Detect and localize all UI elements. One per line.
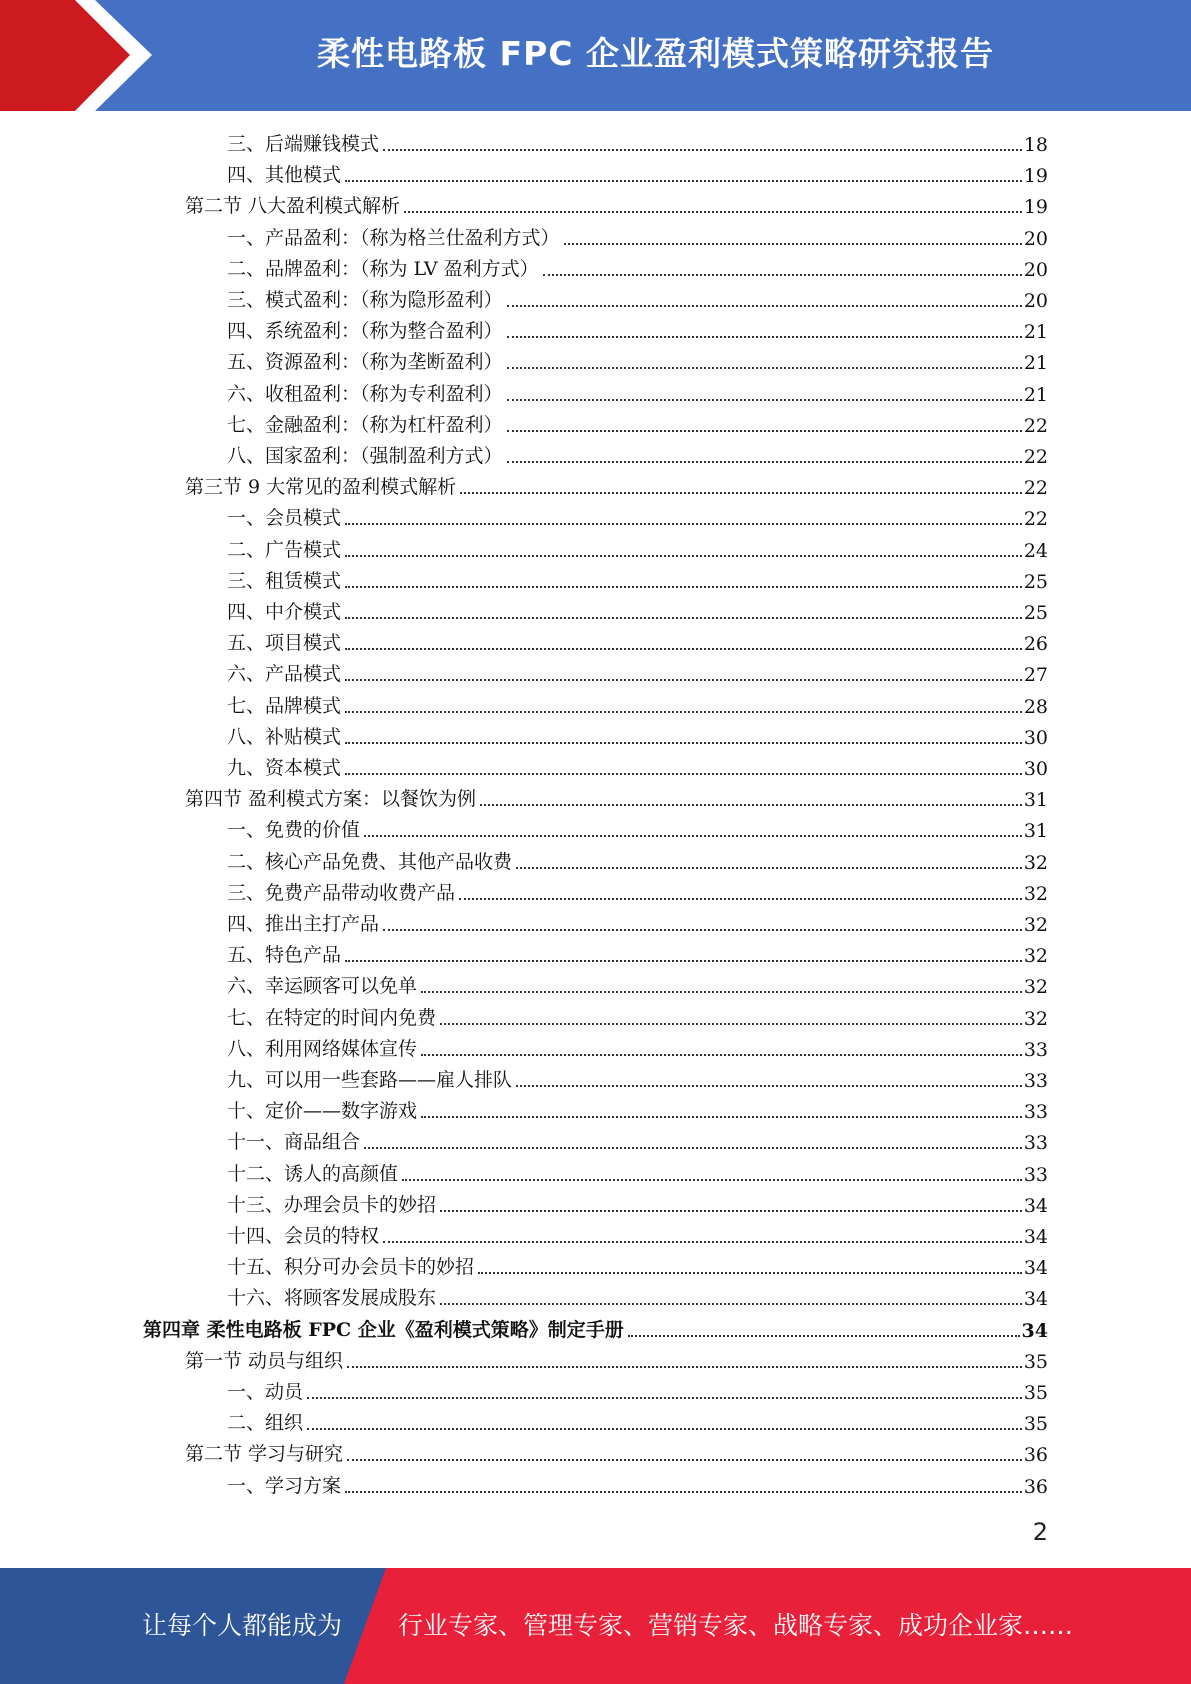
toc-entry-page: 34 bbox=[1023, 1257, 1048, 1280]
toc-entry[interactable] bbox=[227, 626, 1048, 657]
toc-dot-leader bbox=[421, 1054, 1022, 1056]
toc-entry-page: 32 bbox=[1023, 1007, 1048, 1030]
toc-entry-label: 六、收租盈利：（称为专利盈利） bbox=[227, 382, 503, 405]
toc-entry-page: 32 bbox=[1023, 882, 1048, 905]
toc-entry-page: 20 bbox=[1023, 290, 1048, 312]
toc-entry[interactable] bbox=[227, 689, 1048, 720]
toc-dot-leader bbox=[345, 180, 1022, 182]
toc-entry-page: 33 bbox=[1023, 1070, 1048, 1092]
toc-dot-leader bbox=[564, 243, 1022, 245]
page-footer bbox=[0, 1568, 1191, 1684]
toc-entry-label: 一、产品盈利：（称为格兰仕盈利方式） bbox=[227, 226, 560, 249]
toc-dot-leader bbox=[516, 867, 1022, 869]
toc-entry-label: 一、会员模式 bbox=[227, 507, 342, 530]
toc-entry-label: 十六、将顾客发展成股东 bbox=[227, 1287, 437, 1310]
toc-entry[interactable] bbox=[227, 533, 1048, 564]
toc-dot-leader bbox=[507, 336, 1022, 338]
toc-entry-page: 31 bbox=[1023, 789, 1048, 812]
toc-entry-label: 十五、积分可办会员卡的妙招 bbox=[227, 1256, 475, 1279]
toc-dot-leader bbox=[307, 1428, 1022, 1430]
toc-dot-leader bbox=[507, 367, 1022, 369]
toc-entry[interactable] bbox=[227, 1063, 1048, 1094]
toc-dot-leader bbox=[345, 711, 1022, 713]
toc-dot-leader bbox=[345, 555, 1022, 557]
toc-dot-leader bbox=[402, 1179, 1022, 1181]
toc-entry-label: 十四、会员的特权 bbox=[227, 1225, 380, 1247]
toc-entry-page: 18 bbox=[1023, 134, 1048, 156]
toc-entry-page: 19 bbox=[1023, 196, 1048, 219]
toc-entry-page: 22 bbox=[1023, 446, 1048, 468]
toc-dot-leader bbox=[507, 461, 1022, 463]
toc-entry[interactable] bbox=[227, 907, 1048, 938]
toc-entry-page: 32 bbox=[1023, 851, 1048, 874]
toc-entry[interactable] bbox=[227, 1188, 1048, 1219]
toc-entry[interactable] bbox=[185, 189, 1048, 220]
toc-entry[interactable] bbox=[227, 501, 1048, 532]
toc-entry[interactable] bbox=[227, 1157, 1048, 1188]
toc-dot-leader bbox=[460, 492, 1022, 494]
toc-entry-label: 八、补贴模式 bbox=[227, 725, 342, 748]
toc-entry[interactable] bbox=[227, 377, 1048, 408]
toc-dot-leader bbox=[364, 835, 1022, 837]
toc-entry[interactable] bbox=[227, 1281, 1048, 1312]
toc-entry-label: 第四章 柔性电路板 FPC 企业《盈利模式策略》制定手册 bbox=[143, 1318, 624, 1341]
toc-dot-leader bbox=[440, 1210, 1022, 1212]
toc-entry-label: 五、特色产品 bbox=[227, 944, 342, 967]
toc-entry-label: 四、推出主打产品 bbox=[227, 913, 380, 935]
toc-entry-label: 十二、诱人的高颜值 bbox=[227, 1162, 399, 1185]
footer-slogan-right: 行业专家、管理专家、营销专家、战略专家、成功企业家…… bbox=[398, 1611, 1074, 1640]
toc-entry-label: 二、品牌盈利：（称为 LV 盈利方式） bbox=[227, 257, 539, 280]
toc-entry-page: 34 bbox=[1021, 1319, 1048, 1342]
toc-dot-leader bbox=[345, 679, 1022, 681]
toc-entry-page: 25 bbox=[1023, 570, 1048, 593]
toc-entry[interactable] bbox=[227, 1406, 1048, 1437]
toc-entry-page: 35 bbox=[1023, 1413, 1048, 1436]
toc-entry-label: 八、利用网络媒体宣传 bbox=[227, 1037, 418, 1060]
toc-entry[interactable] bbox=[227, 720, 1048, 751]
toc-dot-leader bbox=[421, 1116, 1022, 1118]
toc-entry-label: 十三、办理会员卡的妙招 bbox=[227, 1193, 437, 1216]
toc-entry[interactable] bbox=[227, 1125, 1048, 1156]
toc-entry[interactable] bbox=[227, 1219, 1048, 1250]
toc-dot-leader bbox=[440, 1303, 1022, 1305]
toc-entry-page: 33 bbox=[1023, 1038, 1048, 1061]
toc-dot-leader bbox=[628, 1335, 1020, 1337]
toc-entry-page: 28 bbox=[1023, 695, 1048, 718]
toc-entry[interactable] bbox=[185, 470, 1048, 501]
toc-entry-page: 32 bbox=[1023, 914, 1048, 936]
toc-entry[interactable] bbox=[227, 1250, 1048, 1281]
toc-entry[interactable] bbox=[185, 782, 1048, 813]
toc-entry-page: 27 bbox=[1023, 664, 1048, 687]
toc-entry-label: 四、其他模式 bbox=[227, 164, 342, 187]
toc-entry-page: 21 bbox=[1023, 352, 1048, 375]
toc-entry-page: 35 bbox=[1023, 1382, 1048, 1404]
toc-entry-page: 26 bbox=[1023, 633, 1048, 656]
toc-entry-page: 33 bbox=[1023, 1101, 1048, 1124]
toc-entry-label: 一、学习方案 bbox=[227, 1474, 342, 1497]
toc-entry-page: 33 bbox=[1023, 1132, 1048, 1155]
toc-entry-label: 五、资源盈利：（称为垄断盈利） bbox=[227, 351, 503, 374]
toc-entry-label: 第二节 八大盈利模式解析 bbox=[185, 195, 401, 218]
toc-entry-label: 六、幸运顾客可以免单 bbox=[227, 975, 418, 998]
toc-entry[interactable] bbox=[227, 1001, 1048, 1032]
toc-entry-label: 一、动员 bbox=[227, 1381, 304, 1403]
toc-dot-leader bbox=[345, 960, 1022, 962]
toc-dot-leader bbox=[345, 586, 1022, 588]
toc-entry-label: 第四节 盈利模式方案：以餐饮为例 bbox=[185, 788, 477, 811]
toc-entry-page: 30 bbox=[1023, 726, 1048, 749]
toc-dot-leader bbox=[345, 523, 1022, 525]
page-number: 2 bbox=[1032, 1518, 1048, 1546]
toc-entry-label: 九、资本模式 bbox=[227, 757, 342, 779]
toc-dot-leader bbox=[507, 305, 1022, 307]
toc-dot-leader bbox=[383, 1241, 1022, 1243]
toc-entry-label: 四、中介模式 bbox=[227, 601, 342, 623]
toc-dot-leader bbox=[347, 1366, 1022, 1368]
toc-entry[interactable] bbox=[227, 158, 1048, 189]
toc-entry[interactable] bbox=[185, 1437, 1048, 1468]
toc-dot-leader bbox=[345, 742, 1022, 744]
toc-entry[interactable] bbox=[227, 876, 1048, 907]
toc-entry-label: 二、广告模式 bbox=[227, 538, 342, 561]
toc-entry-label: 七、品牌模式 bbox=[227, 694, 342, 717]
toc-entry-page: 30 bbox=[1023, 758, 1048, 780]
toc-dot-leader bbox=[383, 149, 1022, 151]
toc-entry-page: 34 bbox=[1023, 1288, 1048, 1311]
toc-entry-label: 七、在特定的时间内免费 bbox=[227, 1006, 437, 1029]
toc-entry[interactable] bbox=[227, 439, 1048, 470]
toc-entry-page: 32 bbox=[1023, 945, 1048, 968]
toc-entry[interactable] bbox=[227, 813, 1048, 844]
toc-dot-leader bbox=[507, 399, 1022, 401]
toc-entry-page: 32 bbox=[1023, 976, 1048, 999]
toc-entry-page: 22 bbox=[1023, 508, 1048, 531]
toc-dot-leader bbox=[345, 1491, 1022, 1493]
toc-entry-label: 三、租赁模式 bbox=[227, 569, 342, 592]
toc-dot-leader bbox=[364, 1147, 1022, 1149]
toc-entry-page: 34 bbox=[1023, 1226, 1048, 1248]
toc-entry-page: 21 bbox=[1023, 383, 1048, 406]
toc-entry-page: 20 bbox=[1023, 258, 1048, 281]
toc-entry-label: 五、项目模式 bbox=[227, 632, 342, 655]
toc-dot-leader bbox=[478, 1272, 1022, 1274]
toc-entry-label: 二、核心产品免费、其他产品收费 bbox=[227, 850, 513, 873]
toc-dot-leader bbox=[345, 773, 1022, 775]
toc-entry[interactable] bbox=[227, 1375, 1048, 1406]
toc-entry[interactable] bbox=[227, 345, 1048, 376]
toc-entry[interactable] bbox=[227, 127, 1048, 158]
toc-entry-page: 24 bbox=[1023, 539, 1048, 562]
toc-entry-label: 第一节 动员与组织 bbox=[185, 1349, 344, 1372]
toc-entry[interactable] bbox=[227, 564, 1048, 595]
toc-entry-label: 三、后端赚钱模式 bbox=[227, 133, 380, 155]
toc-entry-label: 四、系统盈利：（称为整合盈利） bbox=[227, 320, 503, 343]
toc-entry-page: 34 bbox=[1023, 1194, 1048, 1217]
toc-dot-leader bbox=[345, 617, 1022, 619]
toc-entry[interactable] bbox=[227, 969, 1048, 1000]
toc-entry-label: 九、可以用一些套路——雇人排队 bbox=[227, 1069, 513, 1091]
toc-entry-label: 七、金融盈利：（称为杠杆盈利） bbox=[227, 413, 503, 436]
toc-entry-label: 八、国家盈利：（强制盈利方式） bbox=[227, 445, 503, 467]
toc-entry-label: 一、免费的价值 bbox=[227, 819, 361, 842]
page-header bbox=[0, 0, 1191, 111]
toc-dot-leader bbox=[459, 898, 1022, 900]
toc-dot-leader bbox=[440, 1023, 1022, 1025]
toc-dot-leader bbox=[507, 430, 1022, 432]
toc-dot-leader bbox=[516, 1085, 1022, 1087]
toc-entry-label: 十、定价——数字游戏 bbox=[227, 1100, 418, 1123]
toc-entry-page: 31 bbox=[1023, 820, 1048, 843]
toc-entry-page: 20 bbox=[1023, 227, 1048, 250]
toc-entry-page: 22 bbox=[1023, 477, 1048, 500]
toc-entry-label: 二、组织 bbox=[227, 1412, 304, 1435]
toc-entry[interactable] bbox=[227, 845, 1048, 876]
toc-entry[interactable] bbox=[227, 221, 1048, 252]
toc-dot-leader bbox=[347, 1459, 1022, 1461]
toc-entry[interactable] bbox=[227, 657, 1048, 688]
toc-entry[interactable] bbox=[227, 751, 1048, 782]
toc-entry-label: 第三节 9 大常见的盈利模式解析 bbox=[185, 476, 457, 499]
toc-entry[interactable] bbox=[227, 252, 1048, 283]
toc-dot-leader bbox=[543, 274, 1022, 276]
toc-dot-leader bbox=[307, 1397, 1022, 1399]
toc-entry[interactable] bbox=[143, 1313, 1048, 1344]
toc-entry-page: 36 bbox=[1023, 1444, 1048, 1467]
toc-entry-page: 21 bbox=[1023, 321, 1048, 344]
toc-entry[interactable] bbox=[227, 1094, 1048, 1125]
footer-slogan-left: 让每个人都能成为 bbox=[142, 1611, 343, 1640]
toc-entry-label: 三、免费产品带动收费产品 bbox=[227, 881, 456, 904]
toc-entry[interactable] bbox=[227, 408, 1048, 439]
toc-entry-page: 22 bbox=[1023, 414, 1048, 437]
toc-entry[interactable] bbox=[227, 595, 1048, 626]
header-title: 柔性电路板 FPC 企业盈利模式策略研究报告 bbox=[317, 34, 994, 73]
toc-entry-page: 33 bbox=[1023, 1163, 1048, 1186]
toc-entry[interactable] bbox=[227, 314, 1048, 345]
toc-dot-leader bbox=[383, 929, 1022, 931]
toc-dot-leader bbox=[421, 991, 1022, 993]
toc-entry[interactable] bbox=[227, 283, 1048, 314]
toc-entry-label: 十一、商品组合 bbox=[227, 1131, 361, 1154]
toc-entry-page: 25 bbox=[1023, 602, 1048, 624]
toc-dot-leader bbox=[345, 648, 1022, 650]
toc-dot-leader bbox=[480, 804, 1022, 806]
toc-entry-page: 35 bbox=[1023, 1350, 1048, 1373]
toc-entry[interactable] bbox=[227, 1469, 1048, 1500]
toc-entry-label: 第二节 学习与研究 bbox=[185, 1443, 344, 1466]
toc-entry-page: 19 bbox=[1023, 165, 1048, 188]
toc-entry[interactable] bbox=[227, 1032, 1048, 1063]
toc-entry-label: 三、模式盈利：（称为隐形盈利） bbox=[227, 289, 503, 311]
toc-entry[interactable] bbox=[227, 938, 1048, 969]
toc-entry[interactable] bbox=[185, 1344, 1048, 1375]
toc-entry-page: 36 bbox=[1023, 1475, 1048, 1498]
toc-entry-label: 六、产品模式 bbox=[227, 663, 342, 686]
toc-dot-leader bbox=[404, 211, 1022, 213]
